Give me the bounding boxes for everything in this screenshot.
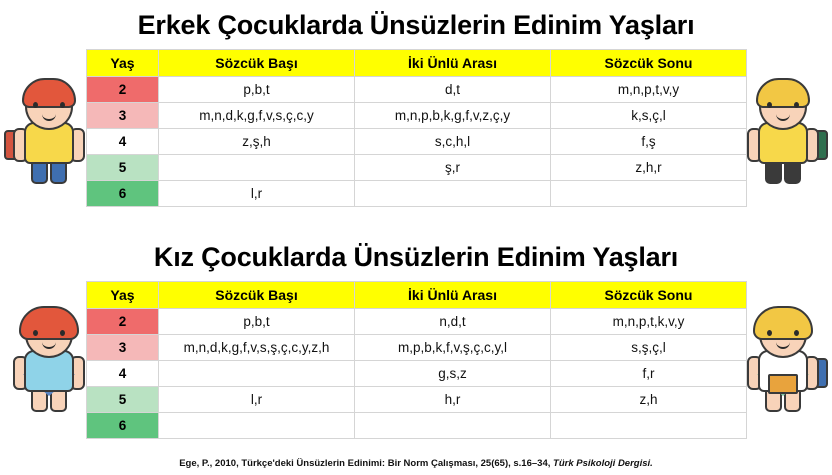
cell-word-initial: p,b,t: [159, 309, 355, 335]
section-girls: [0, 232, 832, 464]
cell-age: 2: [87, 309, 159, 335]
eye-right: [794, 330, 799, 336]
eye-left: [767, 102, 772, 108]
cell-age: 3: [87, 335, 159, 361]
cell-intervocalic: n,d,t: [355, 309, 551, 335]
column-header-age: Yaş: [87, 282, 159, 309]
hair: [753, 306, 813, 340]
table-row: [87, 155, 747, 181]
cell-age: 2: [87, 77, 159, 103]
cell-word-final: [551, 413, 747, 439]
cell-word-initial: [159, 413, 355, 439]
cell-word-initial: m,n,d,k,g,f,v,s,ş,ç,c,y,z,h: [159, 335, 355, 361]
cell-word-initial: m,n,d,k,g,f,v,s,ç,c,y: [159, 103, 355, 129]
table-header-row: [87, 282, 747, 309]
eye-right: [60, 102, 65, 108]
page-title-boys: Erkek Çocuklarda Ünsüzlerin Edinim Yaşları: [137, 10, 695, 40]
cell-intervocalic: [355, 181, 551, 207]
hair: [22, 78, 76, 108]
cell-age: 6: [87, 413, 159, 439]
cell-word-initial: p,b,t: [159, 77, 355, 103]
cell-age: 5: [87, 387, 159, 413]
boy-with-red-hair-illustration: [6, 76, 92, 186]
girl-with-book-illustration: [740, 304, 826, 414]
cell-word-final: z,h,r: [551, 155, 747, 181]
table-girls-wrapper: [86, 281, 746, 439]
table-row: [87, 361, 747, 387]
cell-age: 5: [87, 155, 159, 181]
cell-age: 4: [87, 129, 159, 155]
hair: [19, 306, 79, 340]
eye-left: [767, 330, 772, 336]
cell-word-initial: z,ş,h: [159, 129, 355, 155]
table-girls: [86, 281, 747, 439]
citation-text: Ege, P., 2010, Türkçe'deki Ünsüzlerin Edinimi: Bir Norm Çalışması, 25(65), s.16–34,: [179, 458, 554, 469]
table-row: [87, 77, 747, 103]
column-header-word-final: Sözcük Sonu: [551, 282, 747, 309]
cell-word-final: s,ş,ç,l: [551, 335, 747, 361]
table-header-row: [87, 50, 747, 77]
cell-word-final: [551, 181, 747, 207]
column-header-word-initial: Sözcük Başı: [159, 282, 355, 309]
section-boys: [0, 0, 832, 232]
table-boys-wrapper: [86, 49, 746, 207]
column-header-word-final: Sözcük Sonu: [551, 50, 747, 77]
table-row: [87, 413, 747, 439]
column-header-age: Yaş: [87, 50, 159, 77]
eye-right: [794, 102, 799, 108]
cell-intervocalic: h,r: [355, 387, 551, 413]
cell-age: 3: [87, 103, 159, 129]
hair: [756, 78, 810, 108]
cell-word-initial: l,r: [159, 181, 355, 207]
cell-word-initial: [159, 361, 355, 387]
cell-word-initial: l,r: [159, 387, 355, 413]
cell-intervocalic: s,c,h,l: [355, 129, 551, 155]
cell-word-final: z,h: [551, 387, 747, 413]
column-header-word-initial: Sözcük Başı: [159, 50, 355, 77]
cell-intervocalic: m,p,b,k,f,v,ş,ç,c,y,l: [355, 335, 551, 361]
table-row: [87, 387, 747, 413]
cell-age: 4: [87, 361, 159, 387]
boy-with-backpack-illustration: [740, 76, 826, 186]
eye-left: [33, 330, 38, 336]
column-header-intervocalic: İki Ünlü Arası: [355, 282, 551, 309]
cell-word-final: k,s,ç,l: [551, 103, 747, 129]
table-row: [87, 103, 747, 129]
page-title-girls: Kız Çocuklarda Ünsüzlerin Edinim Yaşları: [153, 242, 679, 272]
eye-right: [60, 330, 65, 336]
cell-intervocalic: m,n,p,b,k,g,f,v,z,ç,y: [355, 103, 551, 129]
table-row: [87, 129, 747, 155]
source-citation: [0, 458, 832, 469]
cell-intervocalic: ş,r: [355, 155, 551, 181]
citation-journal: Türk Psikoloji Dergisi.: [553, 458, 653, 469]
table-row: [87, 335, 747, 361]
column-header-intervocalic: İki Ünlü Arası: [355, 50, 551, 77]
cell-word-initial: [159, 155, 355, 181]
girl-with-red-hair-illustration: [6, 304, 92, 414]
cell-word-final: m,n,p,t,v,y: [551, 77, 747, 103]
cell-age: 6: [87, 181, 159, 207]
cell-word-final: f,ş: [551, 129, 747, 155]
cell-word-final: f,r: [551, 361, 747, 387]
cell-intervocalic: g,s,z: [355, 361, 551, 387]
cell-intervocalic: [355, 413, 551, 439]
cell-intervocalic: d,t: [355, 77, 551, 103]
table-boys: [86, 49, 747, 207]
table-row: [87, 309, 747, 335]
table-row: [87, 181, 747, 207]
cell-word-final: m,n,p,t,k,v,y: [551, 309, 747, 335]
book-icon: [768, 374, 798, 394]
eye-left: [33, 102, 38, 108]
